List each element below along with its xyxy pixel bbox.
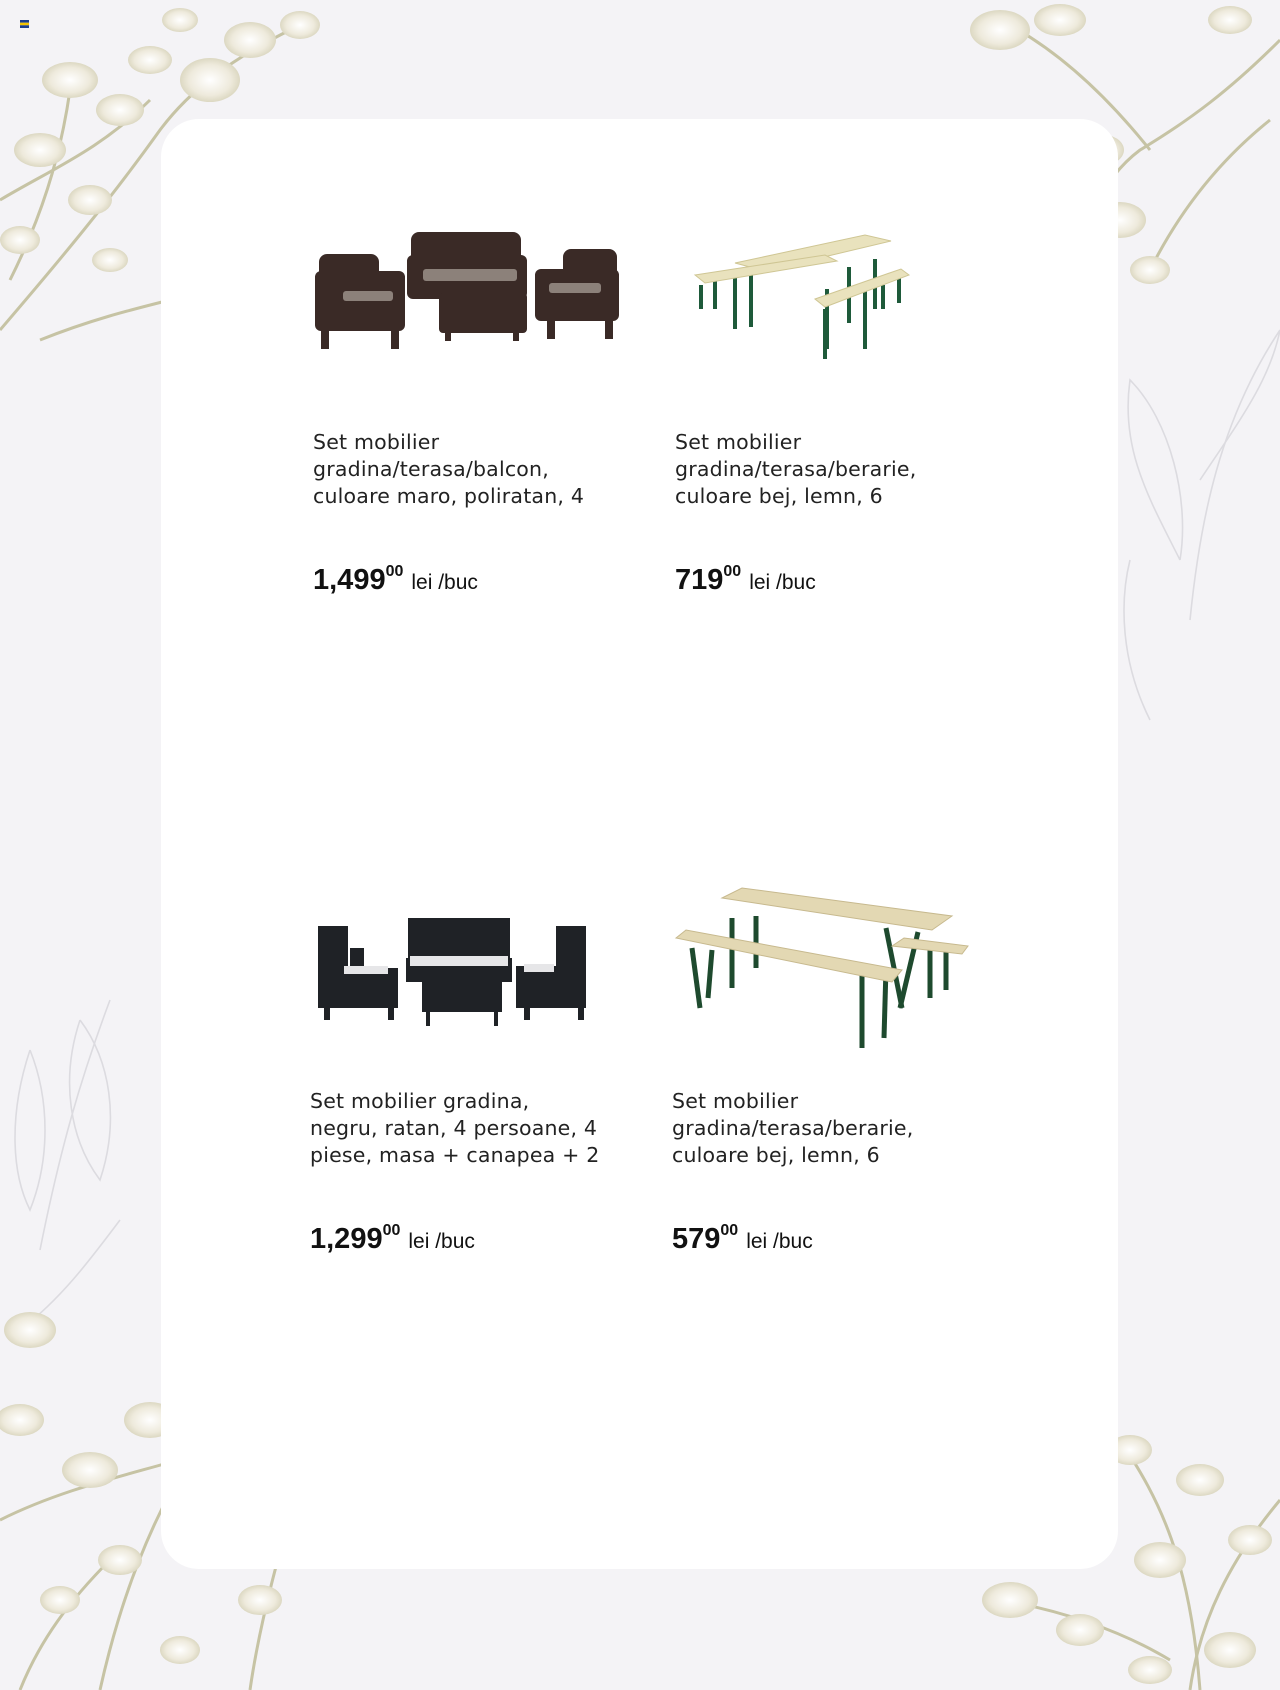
product-name: Set mobilier gradina, negru, ratan, 4 persoane, 4 piese, masa + canapea + 2: [310, 1089, 600, 1167]
price-unit: lei /buc: [746, 1230, 813, 1253]
beer-table-bench-set-small-image: [675, 199, 1005, 399]
right-leaf-outlines: [1124, 330, 1280, 720]
price-unit: lei /buc: [408, 1230, 475, 1253]
product-name: Set mobilier gradina/terasa/balcon, culoare maro, poliratan, 4: [313, 430, 585, 508]
price-decimal: 00: [720, 1222, 739, 1239]
price-decimal: 00: [385, 563, 404, 580]
rattan-lounge-set-brown-image: [313, 199, 643, 399]
flag-icon: [20, 20, 29, 28]
price-decimal: 00: [382, 1222, 401, 1239]
rattan-lounge-set-black-image: [310, 878, 640, 1078]
product-name: Set mobilier gradina/terasa/berarie, culoare bej, lemn, 6: [675, 430, 917, 508]
product-price: [672, 1223, 813, 1256]
beer-table-bench-set-large-image: [672, 858, 1002, 1058]
product-price: [675, 564, 816, 597]
product-card-panel: [161, 119, 1118, 1569]
price-integer: 579: [672, 1223, 721, 1255]
price-integer: 1,299: [310, 1223, 383, 1255]
price-decimal: 00: [723, 563, 742, 580]
left-leaf-outlines: [15, 1000, 120, 1330]
product-name: Set mobilier gradina/terasa/berarie, culoare bej, lemn, 6: [672, 1089, 914, 1167]
price-unit: lei /buc: [411, 571, 478, 594]
price-integer: 719: [675, 564, 724, 596]
price-integer: 1,499: [313, 564, 386, 596]
product-price: [310, 1223, 475, 1256]
price-unit: lei /buc: [749, 571, 816, 594]
product-price: [313, 564, 478, 597]
